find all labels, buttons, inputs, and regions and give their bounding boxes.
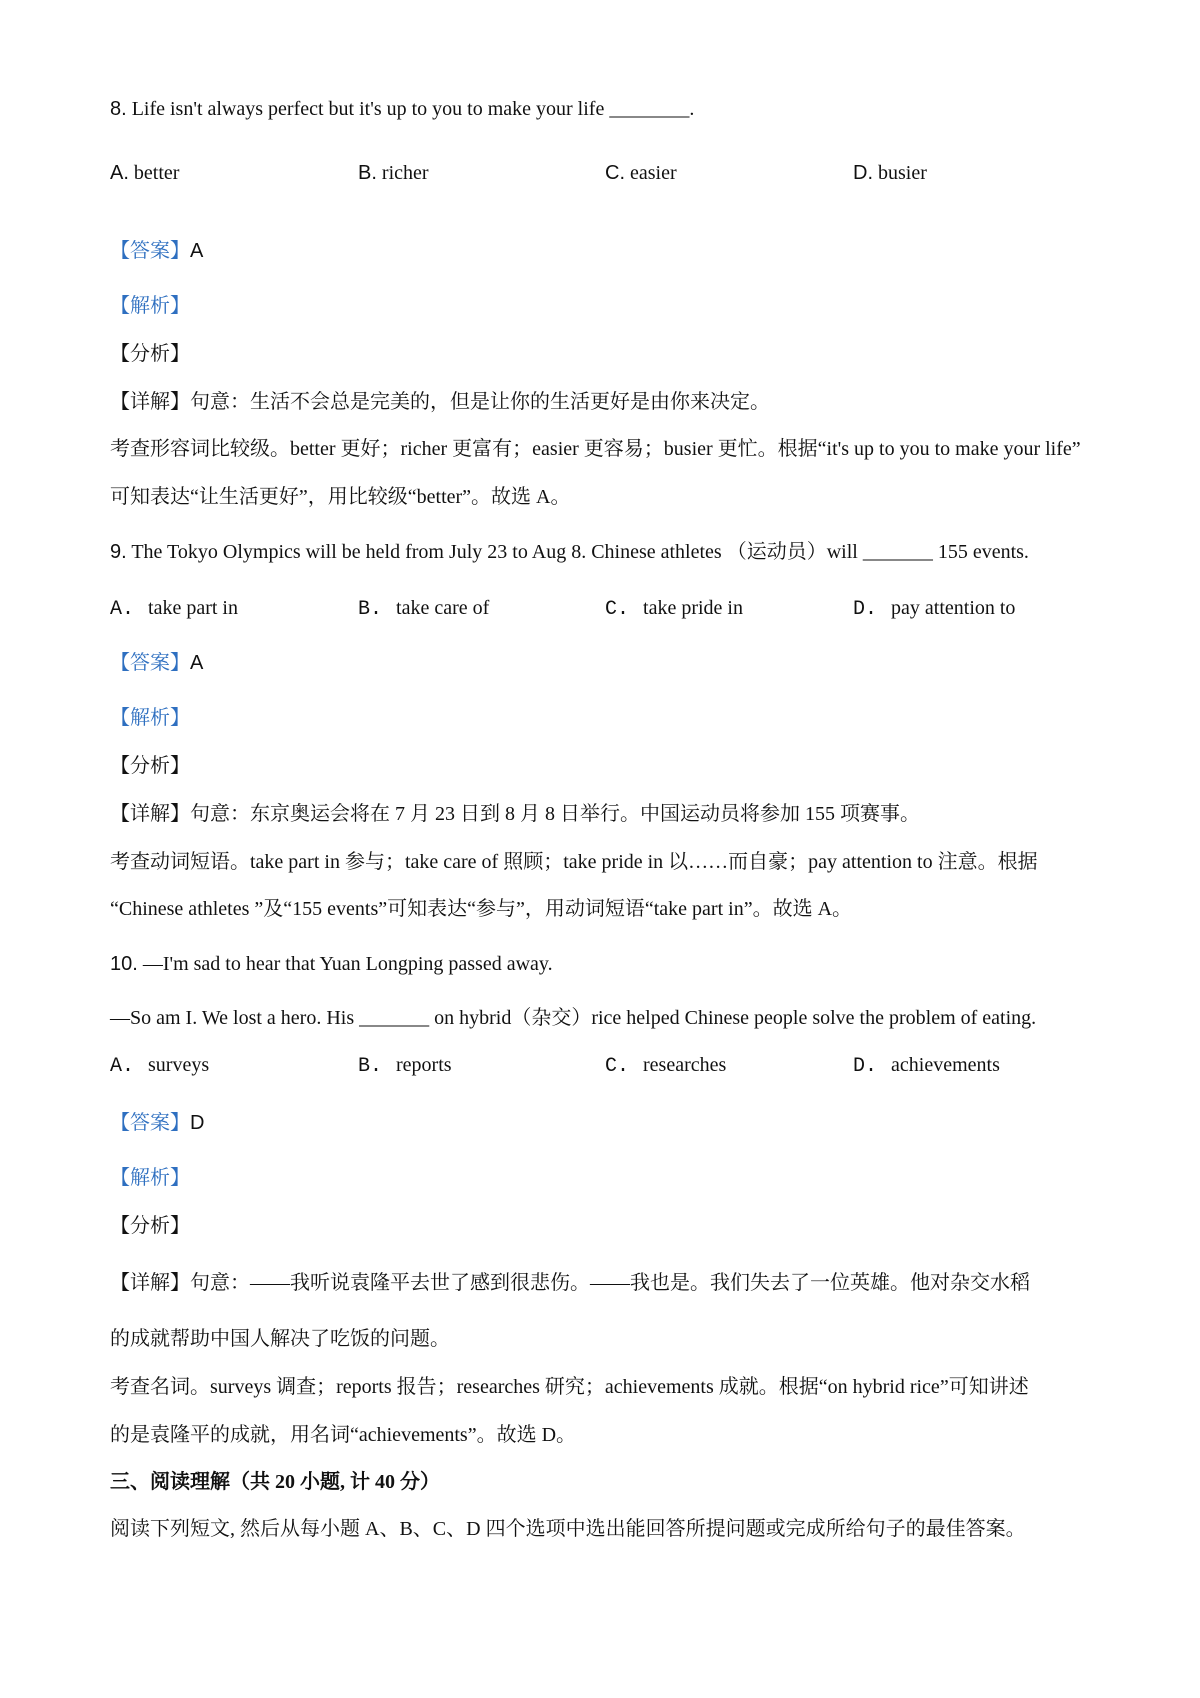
question-8-stem bbox=[110, 96, 694, 122]
q8-option-a bbox=[110, 160, 179, 186]
q10-option-b bbox=[358, 1052, 452, 1080]
q9-answer bbox=[110, 650, 203, 676]
detail-label: 【详解】 bbox=[110, 1272, 190, 1294]
option-letter: A. bbox=[110, 598, 135, 621]
q9-detail bbox=[110, 801, 920, 827]
answer-label: 【答案】 bbox=[110, 652, 190, 674]
option-text: researches bbox=[643, 1054, 727, 1076]
answer-value: A bbox=[190, 240, 204, 262]
answer-value: D bbox=[190, 1112, 205, 1134]
answer-label: 【答案】 bbox=[110, 240, 190, 262]
q10-answer bbox=[110, 1110, 204, 1136]
option-letter: B. bbox=[358, 162, 377, 184]
option-letter: B. bbox=[358, 598, 383, 621]
option-text: pay attention to bbox=[891, 597, 1016, 619]
question-number: 10. bbox=[110, 953, 138, 975]
question-number: 9. bbox=[110, 541, 127, 563]
option-text: busier bbox=[878, 162, 927, 184]
option-letter: D. bbox=[853, 1055, 878, 1078]
option-letter: D. bbox=[853, 162, 873, 184]
option-letter: C. bbox=[605, 1055, 630, 1078]
q9-option-b bbox=[358, 595, 489, 623]
q8-explanation-line-2: 可知表达“让生活更好”，用比较级“better”。故选 A。 bbox=[110, 486, 571, 508]
q10-explanation-line-2: 的是袁隆平的成就，用名词“achievements”。故选 D。 bbox=[110, 1424, 577, 1446]
option-text: easier bbox=[630, 162, 677, 184]
q8-fenxi-label: 【分析】 bbox=[110, 343, 190, 365]
option-letter: D. bbox=[853, 598, 878, 621]
option-text: surveys bbox=[148, 1054, 210, 1076]
question-text: —I'm sad to hear that Yuan Longping passed away. bbox=[142, 953, 553, 975]
option-text: better bbox=[133, 162, 180, 184]
answer-value: A bbox=[190, 652, 204, 674]
option-letter: C. bbox=[605, 598, 630, 621]
q10-detail-line-2: 的成就帮助中国人解决了吃饭的问题。 bbox=[110, 1328, 450, 1350]
detail-text: 句意：生活不会总是完美的，但是让你的生活更好是由你来决定。 bbox=[190, 391, 770, 413]
q10-detail bbox=[110, 1270, 1030, 1296]
option-text: take care of bbox=[396, 597, 490, 619]
detail-label: 【详解】 bbox=[110, 803, 190, 825]
q9-explanation-line-1: 考查动词短语。take part in 参与；take care of 照顾；take pride in 以……而自豪；pay attention to 注意。根据 bbox=[110, 851, 1038, 873]
q9-option-d bbox=[853, 595, 1015, 623]
option-text: richer bbox=[381, 162, 429, 184]
q9-explanation-line-2: “Chinese athletes ”及“155 events”可知表达“参与”，用动词短语“take part in”。故选 A。 bbox=[110, 898, 853, 920]
q8-explanation-line-1: 考查形容词比较级。better 更好；richer 更富有；easier 更容易；busier 更忙。根据“it's up to you to make your life” bbox=[110, 438, 1081, 460]
q10-fenxi-label: 【分析】 bbox=[110, 1215, 190, 1237]
question-10-stem-line-2: —So am I. We lost a hero. His _______ on hybrid（杂交）rice helped Chinese people solve the problem of eating. bbox=[110, 1007, 1037, 1029]
option-text: reports bbox=[396, 1054, 452, 1076]
q10-explanation-line-1: 考查名词。surveys 调查；reports 报告；researches 研究；achievements 成就。根据“on hybrid rice”可知讲述 bbox=[110, 1376, 1029, 1398]
detail-label: 【详解】 bbox=[110, 391, 190, 413]
detail-text: 句意：东京奥运会将在 7 月 23 日到 8 月 8 日举行。中国运动员将参加 155 项赛事。 bbox=[190, 803, 920, 825]
option-letter: A. bbox=[110, 1055, 135, 1078]
q8-detail bbox=[110, 389, 770, 415]
q9-option-a bbox=[110, 595, 238, 623]
q10-jiexi-label: 【解析】 bbox=[110, 1167, 190, 1189]
question-9-stem bbox=[110, 539, 1029, 565]
q9-fenxi-label: 【分析】 bbox=[110, 755, 190, 777]
section-instruction: 阅读下列短文, 然后从每小题 A、B、C、D 四个选项中选出能回答所提问题或完成所给句子的最佳答案。 bbox=[110, 1518, 1026, 1540]
question-10-stem bbox=[110, 951, 553, 977]
option-text: take part in bbox=[148, 597, 238, 619]
q9-option-c bbox=[605, 595, 743, 623]
q10-option-c bbox=[605, 1052, 726, 1080]
q10-option-a bbox=[110, 1052, 209, 1080]
q9-jiexi-label: 【解析】 bbox=[110, 707, 190, 729]
option-letter: A. bbox=[110, 162, 129, 184]
option-letter: C. bbox=[605, 162, 625, 184]
detail-text: 句意：——我听说袁隆平去世了感到很悲伤。——我也是。我们失去了一位英雄。他对杂交水稻 bbox=[190, 1272, 1030, 1294]
q10-option-d bbox=[853, 1052, 1000, 1080]
q8-jiexi-label: 【解析】 bbox=[110, 295, 190, 317]
q8-option-d bbox=[853, 160, 927, 186]
option-text: achievements bbox=[891, 1054, 1000, 1076]
q8-option-b bbox=[358, 160, 429, 186]
q8-option-c bbox=[605, 160, 677, 186]
question-number: 8. bbox=[110, 98, 127, 120]
q8-answer bbox=[110, 238, 203, 264]
option-text: take pride in bbox=[643, 597, 743, 619]
question-text: The Tokyo Olympics will be held from July 23 to Aug 8. Chinese athletes （运动员）will _______ 155 events. bbox=[131, 541, 1029, 563]
answer-label: 【答案】 bbox=[110, 1112, 190, 1134]
section-heading: 三、阅读理解（共 20 小题, 计 40 分） bbox=[110, 1471, 440, 1493]
question-text: Life isn't always perfect but it's up to you to make your life ________. bbox=[131, 98, 695, 120]
option-letter: B. bbox=[358, 1055, 383, 1078]
